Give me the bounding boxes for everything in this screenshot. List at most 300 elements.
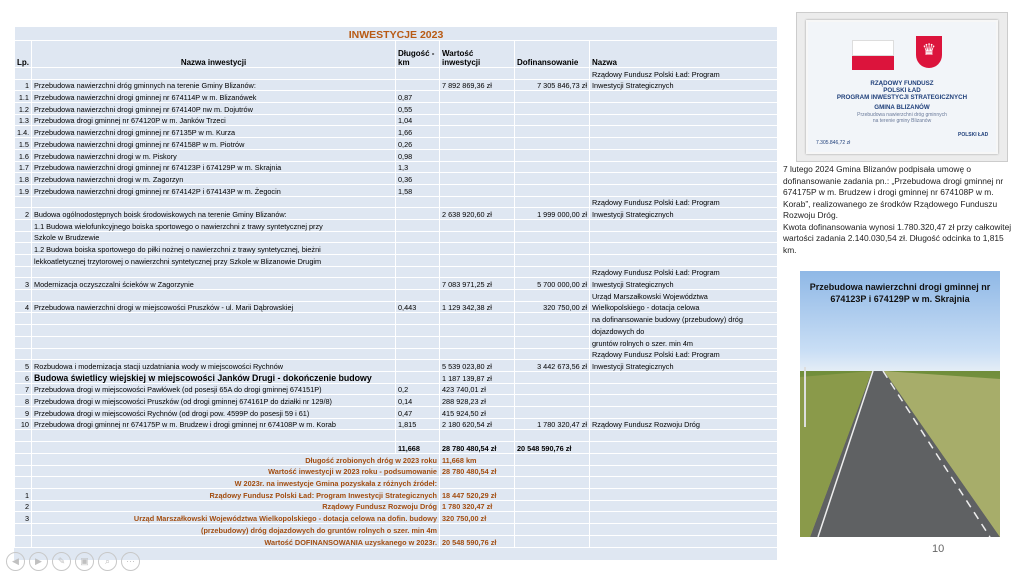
summary-label: Urząd Marszałkowski Województwa Wielkopolskiego - dotacja celowa na dofin. budowy [32,512,440,524]
row-source [590,149,778,161]
row-length: 0,2 [396,383,440,395]
table-row [15,208,778,220]
row-source [590,161,778,173]
row-source [590,126,778,138]
description-text [783,164,1015,256]
summary-label: Długość zrobionych dróg w 2023 roku [32,454,440,466]
row-lp: 1.5 [15,138,32,150]
slideshow-controls [6,552,140,571]
row-source: Inwestycji Strategicznych [590,360,778,372]
row-lp: 1.1 [15,91,32,103]
row-name: Przebudowa nawierzchni drogi w miejscowości Pruszków - ul. Marii Dąbrowskiej [32,301,396,313]
row-lp [15,255,32,267]
summary-lp: 3 [15,512,32,524]
row-name [32,336,396,348]
table-row [15,336,778,348]
row-lp [15,243,32,255]
row-value [440,91,515,103]
table-title: INWESTYCJE 2023 [15,27,778,41]
summary-row [15,535,778,547]
row-name [32,266,396,278]
row-funding [515,348,590,360]
row-funding [515,395,590,407]
row-funding [515,149,590,161]
summary-value [440,524,515,536]
row-name: 1.2 Budowa boiska sportowego do piłki nożnej o nawierzchni z trawy syntetycznej, bieżni [32,243,396,255]
row-lp: 9 [15,406,32,418]
empty-cell [590,454,778,466]
row-source [590,91,778,103]
row-lp [15,290,32,302]
row-length: 0,26 [396,138,440,150]
row-value [440,348,515,360]
empty-cell [515,454,590,466]
row-name [32,430,396,442]
row-value [440,336,515,348]
row-value [440,231,515,243]
next-slide-icon[interactable]: ▶ [29,552,48,571]
row-funding [515,68,590,80]
row-funding: 1 999 000,00 zł [515,208,590,220]
summary-label: W 2023r. na inwestycje Gmina pozyskała z różnych źródeł: [32,477,440,489]
row-name [32,325,396,337]
sign-amount: 7.305.846,72 zł [816,140,851,146]
row-funding [515,91,590,103]
empty-cell [590,477,778,489]
row-lp [15,313,32,325]
row-name: Budowa świetlicy wiejskiej w miejscowości Janków Drugi - dokończenie budowy [32,371,396,383]
row-lp: 1.4. [15,126,32,138]
row-name: Rozbudowa i modernizacja stacji uzdatniania wody w miejscowości Rychnów [32,360,396,372]
row-length [396,208,440,220]
row-funding [515,325,590,337]
summary-value: 1 780 320,47 zł [440,500,515,512]
empty-cell [515,535,590,547]
summary-lp: 1 [15,489,32,501]
table-row [15,418,778,430]
table-row [15,430,778,442]
row-source [590,114,778,126]
table-row [15,348,778,360]
row-name: Przebudowa drogi gminnej nr 674175P w m. Brudzew i drogi gminnej nr 674108P w m. Korab [32,418,396,430]
table-header-row [15,41,778,68]
row-length: 0,47 [396,406,440,418]
table-row [15,371,778,383]
row-length [396,290,440,302]
row-length [396,68,440,80]
row-name: lekkoatletycznej trzytorowej o nawierzchni syntetycznej przy Szkole w Blizanowie Drugim [32,255,396,267]
row-value [440,196,515,208]
row-source [590,255,778,267]
table-row [15,219,778,231]
row-source [590,231,778,243]
row-value [440,138,515,150]
more-options-icon[interactable]: ··· [121,552,140,571]
row-funding [515,231,590,243]
empty-cell [515,524,590,536]
row-length: 0,443 [396,301,440,313]
row-value [440,126,515,138]
row-length [396,348,440,360]
header-name: Nazwa inwestycji [32,41,396,68]
row-lp: 1.2 [15,103,32,115]
empty-cell [590,465,778,477]
row-source [590,395,778,407]
empty-cell [515,512,590,524]
empty-cell [515,465,590,477]
table-row [15,325,778,337]
row-lp: 1.3 [15,114,32,126]
row-funding [515,290,590,302]
pen-icon[interactable]: ✎ [52,552,71,571]
table-row [15,406,778,418]
table-row [15,360,778,372]
polski-lad-logo: POLSKI ŁAD [958,132,989,138]
row-source: Urząd Marszałkowski Województwa [590,290,778,302]
empty-cell [15,442,32,454]
summary-lp [15,524,32,536]
row-length [396,79,440,91]
row-name: Przebudowa nawierzchni drogi w m. Piskory [32,149,396,161]
table-row [15,103,778,115]
row-name: Przebudowa drogi w miejscowości Pawłówek (od posesji 65A do drogi gminnej 674151P) [32,383,396,395]
row-source: Rządowy Fundusz Polski Ład: Program [590,68,778,80]
row-length: 1,815 [396,418,440,430]
table-row [15,149,778,161]
row-lp: 8 [15,395,32,407]
row-lp [15,68,32,80]
sign-line-1: RZĄDOWY FUNDUSZ [870,80,934,87]
row-name: 1.1 Budowa wielofunkcyjnego boiska sportowego o nawierzchni z trawy syntetycznej przy [32,219,396,231]
row-length: 0,98 [396,149,440,161]
empty-cell [515,477,590,489]
polish-flag-icon [852,40,894,68]
row-value: 423 740,01 zł [440,383,515,395]
row-length [396,336,440,348]
summary-value: 28 780 480,54 zł [440,465,515,477]
row-funding [515,406,590,418]
row-value [440,219,515,231]
row-lp: 10 [15,418,32,430]
summary-row [15,489,778,501]
sign-sub-2: na terenie gminy Blizanów [872,118,932,124]
header-source: Nazwa [590,41,778,68]
table-row [15,114,778,126]
header-value: Wartość inwestycji [440,41,515,68]
summary-label: Wartość DOFINANSOWANIA uzyskanego w 2023r. [32,535,440,547]
row-name: Przebudowa drogi w miejscowości Pruszków (od drogi gminnej 674161P do działki nr 129/8) [32,395,396,407]
row-value [440,430,515,442]
row-source: Rządowy Fundusz Polski Ład: Program [590,348,778,360]
row-length [396,313,440,325]
row-name: Przebudowa nawierzchni drogi gminnej nr 674142P i 674143P w m. Żegocin [32,184,396,196]
row-lp [15,266,32,278]
table-row [15,266,778,278]
row-value: 5 539 023,80 zł [440,360,515,372]
sign-line-2: POLSKI ŁAD [883,87,921,94]
sign-heading [808,80,996,111]
row-source: na dofinansowanie budowy (przebudowy) dróg [590,313,778,325]
row-funding [515,173,590,185]
summary-row [15,500,778,512]
table-row [15,395,778,407]
description-paragraph-2: Kwota dofinansowania wynosi 1.780.320,47 zł przy całkowitej wartości zadania 2.140.030,54 zł. Długość odcinka to 1,815 km. [783,221,1012,255]
row-funding [515,243,590,255]
row-value [440,290,515,302]
header-lp: Lp. [15,41,32,68]
table-row [15,196,778,208]
row-length [396,266,440,278]
sign-photo [796,12,1008,162]
row-source: Inwestycji Strategicznych [590,79,778,91]
row-name: Przebudowa drogi w miejscowości Rychnów (od drogi pow. 4599P do posesji 59 i 61) [32,406,396,418]
row-value [440,255,515,267]
row-value: 7 083 971,25 zł [440,278,515,290]
row-value: 2 638 920,60 zł [440,208,515,220]
sign-line-4: GMINA BLIZANÓW [874,104,930,111]
row-lp: 7 [15,383,32,395]
row-value: 1 129 342,38 zł [440,301,515,313]
table-row [15,243,778,255]
row-source: Rządowy Fundusz Polski Ład: Program [590,196,778,208]
row-source [590,219,778,231]
row-name: Przebudowa nawierzchni drogi gminnej nr 674140P nw m. Dojutrów [32,103,396,115]
slides-grid-icon[interactable]: ▣ [75,552,94,571]
table-row [15,173,778,185]
row-name: Modernizacja oczyszczalni ścieków w Zagorzynie [32,278,396,290]
table-row [15,91,778,103]
totals-value: 28 780 480,54 zł [440,442,515,454]
row-length [396,196,440,208]
table-row [15,126,778,138]
totals-funding: 20 548 590,76 zł [515,442,590,454]
row-lp: 1.9 [15,184,32,196]
empty-cell [590,500,778,512]
row-value [440,266,515,278]
row-funding [515,371,590,383]
row-name: Budowa ogólnodostępnych boisk środowiskowych na terenie Gminy Blizanów: [32,208,396,220]
sign-sub-1: Przebudowa nawierzchni dróg gminnych [857,112,947,118]
row-value: 288 928,23 zł [440,395,515,407]
table-row [15,278,778,290]
row-length [396,360,440,372]
row-lp [15,219,32,231]
row-length: 0,55 [396,103,440,115]
table-row [15,161,778,173]
row-name [32,348,396,360]
row-length: 0,87 [396,91,440,103]
row-value: 2 180 620,54 zł [440,418,515,430]
summary-value: 11,668 km [440,454,515,466]
summary-row [15,512,778,524]
empty-cell [515,489,590,501]
row-source [590,103,778,115]
totals-length: 11,668 [396,442,440,454]
row-funding: 320 750,00 zł [515,301,590,313]
row-source [590,243,778,255]
table-row [15,290,778,302]
row-source [590,406,778,418]
row-name: Przebudowa nawierzchni drogi gminnej nr 674158P w m. Piotrów [32,138,396,150]
summary-lp [15,454,32,466]
row-value [440,313,515,325]
sign-line-3: PROGRAM INWESTYCJI STRATEGICZNYCH [836,94,968,101]
totals-row [15,442,778,454]
summary-label: Rządowy Fundusz Polski Ład: Program Inwestycji Strategicznych [32,489,440,501]
empty-cell [590,535,778,547]
row-source: gruntów rolnych o szer. min 4m [590,336,778,348]
page-number: 10 [932,543,945,555]
row-name: Przebudowa nawierzchni dróg gminnych na terenie Gminy Blizanów: [32,79,396,91]
summary-lp [15,465,32,477]
investments-table [14,26,777,548]
row-value [440,243,515,255]
summary-value: 18 447 520,29 zł [440,489,515,501]
row-funding: 7 305 846,73 zł [515,79,590,91]
row-source [590,430,778,442]
row-name: Przebudowa drogi gminnej nr 674120P w m. Janków Trzeci [32,114,396,126]
table-row [15,184,778,196]
empty-cell [590,512,778,524]
row-lp [15,325,32,337]
row-value [440,184,515,196]
header-length: Długość - km [396,41,440,68]
row-funding [515,383,590,395]
row-funding: 1 780 320,47 zł [515,418,590,430]
row-lp [15,336,32,348]
table-row [15,313,778,325]
row-source: Rządowy Fundusz Rozwoju Dróg [590,418,778,430]
summary-lp [15,535,32,547]
row-source [590,138,778,150]
row-lp: 2 [15,208,32,220]
summary-row [15,477,778,489]
row-funding [515,255,590,267]
row-value [440,161,515,173]
row-lp: 1 [15,79,32,91]
row-lp: 3 [15,278,32,290]
road-image [800,367,1000,537]
previous-slide-icon[interactable]: ◀ [6,552,25,571]
empty-cell [515,500,590,512]
row-lp [15,231,32,243]
row-value [440,325,515,337]
summary-label: Wartość inwestycji w 2023 roku - podsumowanie [32,465,440,477]
row-lp: 1.6 [15,149,32,161]
row-length [396,255,440,267]
road-photo [800,271,1000,537]
row-value [440,103,515,115]
table-row [15,138,778,150]
row-length [396,325,440,337]
row-funding [515,266,590,278]
row-length [396,371,440,383]
row-funding [515,184,590,196]
sign-subtitle [808,112,996,124]
summary-value: 20 548 590,76 zł [440,535,515,547]
row-source [590,371,778,383]
summary-row [15,454,778,466]
row-value: 415 924,50 zł [440,406,515,418]
table-row [15,68,778,80]
row-length: 1,58 [396,184,440,196]
row-source: Wielkopolskiego - dotacja celowa [590,301,778,313]
summary-row [15,465,778,477]
description-paragraph-1: 7 lutego 2024 Gmina Blizanów podpisała umowę o dofinansowanie zadania pn.: „Przebudowa drogi gminnej nr 674175P w m. Brudzew i drogi gminnej nr 674108P w m. Korab”, realizowanego ze środków Rządowego Funduszu Rozwoju Dróg. [783,164,1004,220]
row-length [396,231,440,243]
row-name: Przebudowa nawierzchni drogi gminnej nr 67135P w m. Kurza [32,126,396,138]
row-lp: 6 [15,371,32,383]
eagle-emblem-icon: ♛ [916,36,942,68]
summary-value: 320 750,00 zł [440,512,515,524]
table-row [15,79,778,91]
row-name [32,290,396,302]
row-name [32,68,396,80]
table-row [15,301,778,313]
header-funding: Dofinansowanie [515,41,590,68]
row-lp [15,430,32,442]
row-funding [515,196,590,208]
row-funding [515,219,590,231]
funding-sign-board [806,20,998,154]
row-source [590,184,778,196]
row-funding: 3 442 673,56 zł [515,360,590,372]
table-row [15,231,778,243]
empty-cell [590,442,778,454]
row-funding [515,103,590,115]
row-value [440,173,515,185]
summary-lp [15,477,32,489]
empty-cell [32,442,396,454]
empty-cell [590,489,778,501]
row-length [396,219,440,231]
row-name: Przebudowa nawierzchni drogi w m. Zagorzyn [32,173,396,185]
summary-row [15,524,778,536]
summary-label: (przebudowy) dróg dojazdowych do gruntów rolnych o szer. min 4m [32,524,440,536]
row-lp: 1.7 [15,161,32,173]
row-value [440,68,515,80]
row-funding [515,161,590,173]
row-name: Przebudowa nawierzchni drogi gminnej nr 674123P i 674129P w m. Skrajnia [32,161,396,173]
row-lp [15,348,32,360]
row-lp: 5 [15,360,32,372]
investments-table-sheet [14,26,777,560]
summary-value [440,477,515,489]
row-name [32,196,396,208]
row-funding [515,336,590,348]
row-value: 1 187 139,87 zł [440,371,515,383]
zoom-icon[interactable]: ⌕ [98,552,117,571]
table-row [15,383,778,395]
row-funding [515,126,590,138]
row-lp: 4 [15,301,32,313]
row-length: 1,04 [396,114,440,126]
photo-caption: Przebudowa nawierzchni drogi gminnej nr 674123P i 674129P w m. Skrajnia [809,282,991,304]
summary-label: Rządowy Fundusz Rozwoju Dróg [32,500,440,512]
row-length [396,278,440,290]
row-name: Szkole w Brudzewie [32,231,396,243]
table-row [15,255,778,267]
row-funding [515,313,590,325]
row-name: Przebudowa nawierzchni drogi gminnej nr 674114P w m. Blizanówek [32,91,396,103]
row-lp: 1.8 [15,173,32,185]
empty-cell [590,524,778,536]
row-length: 1,3 [396,161,440,173]
row-funding [515,430,590,442]
row-value: 7 892 869,36 zł [440,79,515,91]
row-length: 0,36 [396,173,440,185]
row-funding: 5 700 000,00 zł [515,278,590,290]
